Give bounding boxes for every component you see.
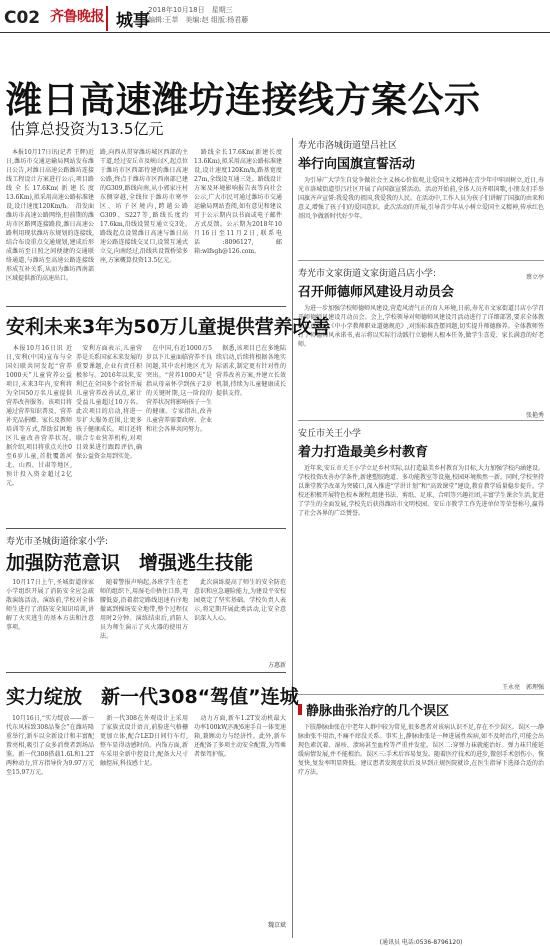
nutrition-column-1: 本报10月16日讯 近日,安利(中国)宣布与全国妇联共同发起“营养1000天”儿童营养公益项目,未来3年内,安利将为全国50万名儿童提供营养改善服务。该项目将通过营养知识普及、营养补充品捐赠、家长及教师培训等方式,帮助贫困地区儿童改善营养状况。 据介绍,项目将重点关注0至6岁儿童,首批覆盖河北、山西、甘肃等地区,预计投入资金超过2亿元。 bbox=[6, 345, 72, 487]
school-byline: 方惠新 bbox=[267, 662, 286, 669]
school-column-1: 10月17日上午,圣城街道徐家小学组织开展了消防安全应急疏散演练活动。演练前,学校对全体师生进行了消防安全知识培训,讲解了火灾逃生的基本方法和注意事项。 bbox=[6, 579, 94, 631]
divider bbox=[6, 306, 286, 307]
story-body: 为进一步加强学校师德师风建设,营造风清气正的育人环境,日前,寿光市文家街道吕店小学召开师德师风建设月动员会。会上,学校领导对师德师风建设月活动进行了详细部署,要求全体教师认真学习《中小学教师职业道德规范》,对照标准查摆问题,切实提升师德修养。全体教师签订了师德师风承诺书,表示将以实际行动践行立德树人根本任务,做学生喜爱、家长满意的好老师。 bbox=[298, 305, 544, 348]
divider bbox=[298, 260, 544, 261]
story-headline: 着力打造最美乡村教育 bbox=[298, 445, 429, 460]
story-byline: 张艳秀 bbox=[525, 412, 544, 419]
story-body: 下肢静脉曲张在中老年人群中较为常见,很多患者对该病认识不足,存在不少误区。误区一:静脉曲张不用治,不痛不痒没关系。事实上,静脉曲张是一种进展性疾病,如不及时治疗,可能会出现色素沉着、湿疹、溃疡甚至血栓等严重并发症。误区二:穿弹力袜就能治好。弹力袜只能延缓病情发展,并不能根治。误区三:手术后容易复发。随着医疗技术的进步,微创手术创伤小、恢复快,复发率明显降低。建议患者发现症状后及早到正规医院就诊,在医生指导下选择合适的治疗方法。 bbox=[298, 724, 544, 776]
nutrition-headline: 安利未来3年为50万儿童提供营养改善 bbox=[6, 316, 331, 338]
story-byline: 蔡立亭 bbox=[525, 274, 544, 281]
car-column-2: 新一代308在外观设计上采用了家族式设计语言,前脸进气格栅更加立体,配合LED日间行车灯,整车显得动感时尚。内饰方面,新车采用全新中控设计,配备大尺寸触控屏,科技感十足。 bbox=[100, 715, 188, 767]
car-column-3: 动力方面,新车1.2T发动机最大功率100kW,匹配6速手自一体变速箱,兼顾动力与经济性。此外,新车还配备了多项主动安全配置,为驾乘者保驾护航。 bbox=[194, 715, 286, 758]
story-headline-row bbox=[298, 700, 544, 719]
lead-column-2: 路,向西从贯穿潍坊城区西部的主干道,经过安丘市及峡山区,起点位于潍坊市区西部待建的潍日高速公路,终点于潍坊市区西南部已建的G309,路线向南,从小郭家庄村东侧穿越,全线位于潍坊市寒亭区、坊子区境内,跨越公路G309、S227等,路线长度约17.6km,沿线设置互通立交3处。 路线起点设置潍日高速与潍日高速公路连接线交叉口,设置互通式立交,向南经过,沿线共设置桥梁多座,方案概算投资13.5亿元。 bbox=[100, 149, 188, 264]
page-number: C02 bbox=[4, 8, 41, 28]
divider bbox=[6, 672, 286, 673]
car-column-1: 10月16日,“实力绽放——新一代东风标致308品鉴会”在潍坊隆重举行,新车以全新设计和丰富配置亮相,吸引了众多消费者到场品鉴。新一代308搭载1.6L和1.2T两种动力,官方指导价为9.97万元至15.97万元。 bbox=[6, 715, 94, 776]
school-kicker: 寿光市圣城街道徐家小学: bbox=[6, 537, 109, 547]
nutrition-column-4: 据悉,该项目已在多地陆续启动,后续将根据各地实际需求,制定更有针对性的营养改善方案,并建立长效机制,持续为儿童健康成长提供支持。 bbox=[216, 345, 286, 397]
divider bbox=[6, 528, 286, 529]
column-divider bbox=[292, 138, 293, 938]
masthead-meta bbox=[148, 5, 248, 25]
school-headline: 加强防范意识 增强逃生技能 bbox=[6, 552, 254, 574]
story-headline: 举行向国旗宣誓活动 bbox=[298, 157, 416, 172]
right-story-2 bbox=[298, 266, 544, 419]
newspaper-logo: 齐鲁晚报 bbox=[50, 9, 104, 25]
lead-subheadline: 估算总投资为13.5亿元 bbox=[10, 120, 164, 138]
masthead bbox=[0, 0, 550, 32]
story-body: 近年来,安丘市关王小学立足乡村实际,以打造最美乡村教育为目标,大力加强学校内涵建设。学校投资改善办学条件,新建塑胶跑道、多功能教室等设施,校园环境焕然一新。同时,学校坚持以课堂教学改革为突破口,深入推进“学讲计划”和“高效课堂”建设,教育教学质量稳步提升。学校还积极开展特色校本课程,组建书法、剪纸、足球、合唱等兴趣社团,丰富学生课余生活,促进了学生的全面发展,学校先后获得潍坊市文明校园、安丘市教学工作先进单位等荣誉称号,赢得了社会各界的广泛赞誉。 bbox=[298, 465, 544, 517]
date-line: 2018年10月18日 星期三 bbox=[148, 6, 233, 14]
story-body: 为引导广大学生自觉争做社会主义核心价值观,让爱国主义精神在青少年中牢固树立,近日,寿光市洛城街道望吕社区开展了向国旗宣誓活动。活动开始前,全体人员齐唱国歌,小朋友们手举国旗齐声宣誓:我爱我的祖国,我爱我的人民。在活动中,工作人员为孩子们讲解了国旗的由来和意义,增强了孩子们的爱国意识。此次活动的开展,引导青少年从小树立爱国主义精神,传承红色基因,争做新时代好少年。 bbox=[298, 177, 544, 220]
story-footer: (通讯员 电话:0536-8796120) bbox=[379, 939, 463, 946]
divider bbox=[298, 420, 544, 421]
nutrition-column-2: 安利方面表示,儿童营养是关系国家未来发展的重要课题,企业有责任积极参与。2016年以来,安利已在全国多个省份开展儿童营养改善试点,累计受益儿童超过10万名。此次项目的启动,将进一步扩大服务范围,让更多孩子健康成长。项目还将联合专业营养机构,对项目效果进行跟踪评估,确保公益资金用到实处。 bbox=[76, 345, 142, 460]
divider bbox=[298, 694, 544, 695]
nutrition-column-3: 在中国,有近1000万5岁以下儿童面临营养不良问题,其中农村地区尤为突出。“营养1000天”是指从母亲怀孕到孩子2岁的关键时期,这一阶段的营养状况将影响孩子一生的健康。专家指出,改善儿童营养需要政府、企业和社会各界共同努力。 bbox=[146, 345, 212, 433]
story-headline: 静脉曲张治疗的几个误区 bbox=[306, 704, 450, 719]
section-name: 城事 bbox=[106, 6, 150, 31]
story-kicker: 寿光市文家街道文家街道吕店小学: bbox=[298, 269, 437, 279]
story-byline: 王永亮 郭理强 bbox=[501, 684, 544, 691]
editors-line: 编辑:王莘 美编:赵 组版:杨君藤 bbox=[148, 16, 249, 24]
school-column-2: 随着警报声响起,各班学生在老师的组织下,用湿毛巾捂住口鼻,弯腰低姿,沿着指定路线迅速有序地撤离到操场安全地带,整个过程仅用时2分钟。演练结束后,消防人员为师生演示了灭火器的使用方法。 bbox=[100, 579, 188, 640]
lead-column-1: 本报10月17日讯(记者 王辉)近日,潍坊市交通运输局网站发布潍日公告,对潍日高速公路潍坊连接线工程设计方案进行公示,项目路线全长17.6Km(新建长度13.6Km),拟采用高速公路标准建设,设计速度120Km/h。 沿发面潍坊市高速公路网络,但前期的潍坊市区路网连接路段,潍日高速公路利用现状潍坊东规划的连接线,结合布设重点交通规划,建成后形成潍坊至日照之间便捷的交通联络通道,与潍坊至高速公路连接线形成互补关系,从而为潍坊西南部区域提供新的高速出口。 bbox=[6, 149, 94, 282]
story-headline: 召开师德师风建设月动员会 bbox=[298, 285, 455, 300]
story-kicker: 安丘市关王小学 bbox=[298, 429, 362, 439]
lead-column-3: 路线全长17.6Km(新建长度13.6Km),拟采用高速公路标准建设,设计速度120Km/h,路基宽度27m,全线设互通三处。路线设计方案及环境影响报告表等向社会公示,广大市民可通过潍坊市交通运输局网站查阅,如有意见和建议可于公示期内以书面或电子邮件方式反馈。公示期为2018年10月16日至11月2日,联系电话:8096127,邮箱:wlfsgh@126.com。 bbox=[194, 149, 282, 255]
masthead-rule bbox=[0, 32, 550, 33]
right-story-3 bbox=[298, 426, 544, 691]
car-headline: 实力绽放 新一代308“驾值”连城 bbox=[6, 686, 299, 708]
school-column-3: 此次演练提高了师生的安全防范意识和应急避险能力,为建设平安校园奠定了坚实基础。学校负责人表示,将定期开展此类活动,让安全意识深入人心。 bbox=[194, 579, 286, 622]
story-kicker: 寿光市洛城街道望吕社区 bbox=[298, 141, 398, 151]
car-byline: 魏京斌 bbox=[267, 922, 286, 929]
lead-headline: 潍日高速潍坊连接线方案公示 bbox=[6, 80, 481, 121]
right-story-4 bbox=[298, 700, 544, 946]
